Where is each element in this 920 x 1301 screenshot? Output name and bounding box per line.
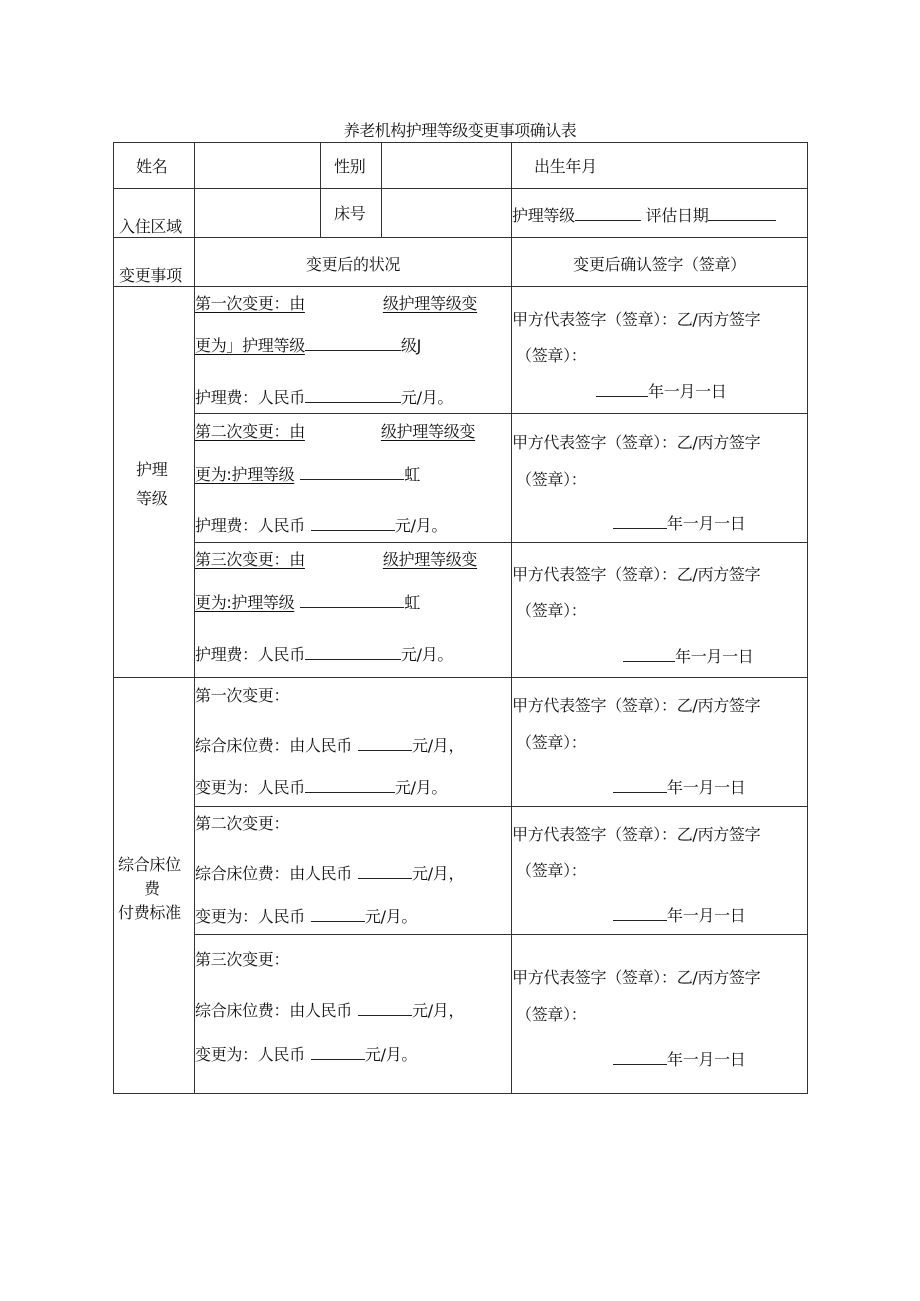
bed-row-3-line1: 第三次变更： <box>195 950 290 969</box>
assess-label: 评估日期 <box>645 206 709 225</box>
sign-4-date: 年一月一日 <box>613 778 746 798</box>
after-label: 变更后的状况 <box>305 255 401 274</box>
sign-2-line1: 甲方代表签字（签章）：乙/丙方签字 <box>512 433 761 452</box>
sign-6-date: 年一月一日 <box>613 1050 746 1070</box>
document-title: 养老机构护理等级变更事项确认表 <box>343 121 577 140</box>
care-row-1-line2: 更为」护理等级 级J <box>195 336 422 355</box>
bed-group-label-2: 费 <box>144 879 160 898</box>
care-row-2-line2: 更为:护理等级 虹 <box>195 465 420 484</box>
sign-5-line2: （签章）： <box>516 861 587 880</box>
item-label: 变更事项 <box>119 266 182 285</box>
area-label: 入住区域 <box>119 217 182 236</box>
birth-label: 出生年月 <box>534 157 597 176</box>
sign-4-line2: （签章）： <box>516 733 587 752</box>
sign-1-date: 年一月一日 <box>596 382 727 402</box>
level-label: 护理等级 <box>512 206 575 225</box>
care-row-2-line3: 护理费：人民币 元/月。 <box>195 516 448 535</box>
care-row-1-line3: 护理费：人民币 元/月。 <box>195 388 454 407</box>
bed-group-label-1: 综合床位 <box>118 855 181 874</box>
bed-row-2-line2: 综合床位费：由人民币 元/月， <box>195 864 465 883</box>
sign-3-line1: 甲方代表签字（签章）：乙/丙方签字 <box>512 565 761 584</box>
gender-label: 性别 <box>334 157 366 176</box>
care-row-3-line2: 更为:护理等级 虹 <box>195 593 420 612</box>
bed-row-3-line2: 综合床位费：由人民币 元/月， <box>195 1001 465 1020</box>
bed-row-2-line1: 第二次变更： <box>195 814 290 833</box>
care-row-1-line1: 第一次变更：由 级护理等级变 <box>195 294 478 313</box>
sign-1-line2: （签章）： <box>516 346 587 365</box>
bed-row-1-line3: 变更为：人民币 元/月。 <box>195 778 448 797</box>
assess-blank <box>708 206 776 221</box>
sign-3-date: 年一月一日 <box>623 647 754 667</box>
care-group-label-1: 护理 <box>136 460 168 479</box>
bed-label: 床号 <box>334 204 366 223</box>
bed-row-1-line2: 综合床位费：由人民币 元/月， <box>195 736 465 755</box>
level-blank <box>575 206 641 221</box>
sign-5-date: 年一月一日 <box>613 906 746 926</box>
bed-group-label-3: 付费标准 <box>118 903 181 922</box>
confirm-label: 变更后确认签字（签章） <box>573 255 746 274</box>
sign-1-line1: 甲方代表签字（签章）：乙/丙方签字 <box>512 310 761 329</box>
bed-row-1-line1: 第一次变更： <box>195 686 290 705</box>
sign-2-date: 年一月一日 <box>613 514 746 534</box>
care-row-3-line1: 第三次变更：由 级护理等级变 <box>195 550 478 569</box>
sign-6-line2: （签章）： <box>516 1005 587 1024</box>
sign-5-line1: 甲方代表签字（签章）：乙/丙方签字 <box>512 825 761 844</box>
level-assess-line <box>512 206 776 226</box>
name-label: 姓名 <box>136 157 168 176</box>
care-row-2-line1: 第二次变更：由 级护理等级变 <box>195 422 476 441</box>
sign-6-line1: 甲方代表签字（签章）：乙/丙方签字 <box>512 968 761 987</box>
bed-row-2-line3: 变更为：人民币 元/月。 <box>195 907 418 926</box>
care-row-3-line3: 护理费：人民币 元/月。 <box>195 645 454 664</box>
bed-row-3-line3: 变更为：人民币 元/月。 <box>195 1045 418 1064</box>
care-group-label-2: 等级 <box>136 489 168 508</box>
sign-4-line1: 甲方代表签字（签章）：乙/丙方签字 <box>512 696 761 715</box>
sign-2-line2: （签章）： <box>516 470 587 489</box>
sign-3-line2: （签章）： <box>516 601 587 620</box>
